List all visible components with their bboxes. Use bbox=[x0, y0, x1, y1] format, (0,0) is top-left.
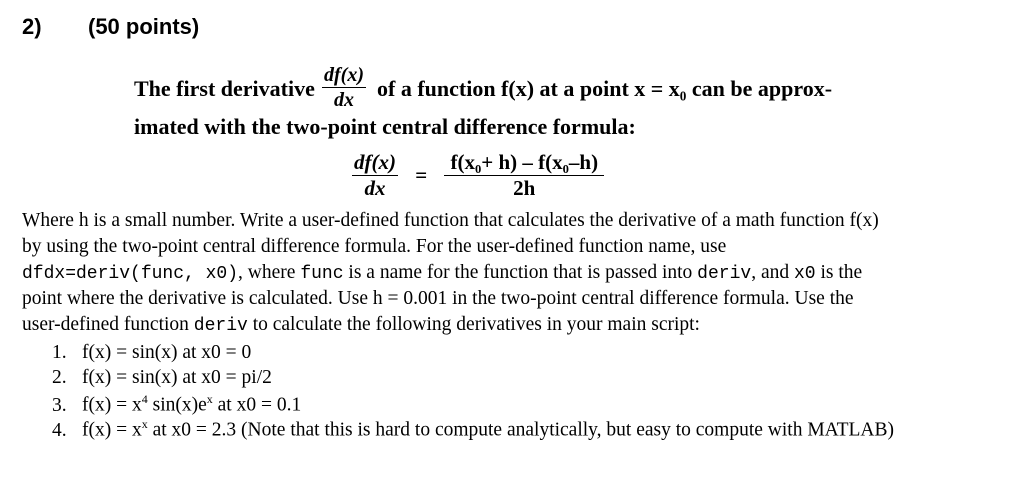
body-line-5-text-1: user-defined function bbox=[22, 314, 194, 335]
fraction-numerator: df(x) bbox=[324, 64, 364, 86]
list-item-text: f(x) = sin(x) at x0 = 0 bbox=[82, 342, 252, 363]
list-item-number: 4. bbox=[52, 419, 67, 441]
list-item-number: 2. bbox=[52, 367, 67, 388]
code-x0: x0 bbox=[793, 264, 816, 284]
list-item-number: 1. bbox=[52, 342, 67, 363]
exponent: x bbox=[206, 392, 213, 406]
code-deriv: deriv bbox=[697, 264, 752, 284]
intro-text-end: of a function f(x) at a point x = x₀ can be approx- bbox=[377, 76, 833, 101]
question-number: 2) bbox=[22, 14, 42, 39]
code-func: func bbox=[300, 264, 344, 284]
code-deriv-2: deriv bbox=[193, 316, 248, 336]
formula-rhs bbox=[444, 152, 604, 199]
code-signature: dfdx=deriv(func, x0) bbox=[22, 264, 239, 284]
formula-lhs-denominator: dx bbox=[364, 176, 386, 200]
question-points: (50 points) bbox=[88, 14, 200, 39]
list-item-text: f(x) = sin(x) at x0 = pi/2 bbox=[82, 367, 272, 388]
intro-text-start: The first derivative bbox=[134, 76, 315, 101]
list-item bbox=[52, 342, 251, 364]
body-line-4: point where the derivative is calculated. Use h = 0.001 in the two-point central difference formula. Use the bbox=[22, 288, 854, 309]
body-line-3-text-3: , and bbox=[751, 262, 794, 283]
body-line-5 bbox=[22, 314, 700, 336]
body-line-3-text-4: is the bbox=[815, 262, 863, 283]
body-line-1: Where h is a small number. Write a user-defined function that calculates the derivative of a math function f(x) bbox=[22, 210, 879, 231]
body-line-3-text-2: is a name for the function that is passed into bbox=[343, 262, 698, 283]
formula-rhs-numerator: f(x₀+ h) – f(x₀–h) bbox=[444, 152, 604, 176]
list-item-text-post: at x0 = 0.1 bbox=[212, 394, 302, 416]
list-item-number: 3. bbox=[52, 394, 67, 416]
body-line-3 bbox=[22, 262, 862, 284]
exponent: 4 bbox=[141, 392, 148, 406]
list-item bbox=[52, 367, 272, 389]
list-item-text-pre: f(x) = x bbox=[82, 394, 142, 416]
fraction-denominator: dx bbox=[333, 89, 354, 111]
list-item-text-pre: f(x) = x bbox=[82, 419, 142, 441]
derivative-fraction-inline bbox=[322, 65, 366, 110]
intro-line-2: imated with the two-point central difference formula: bbox=[134, 114, 636, 139]
formula-equals: = bbox=[415, 163, 428, 187]
formula-rhs-denominator: 2h bbox=[513, 176, 536, 200]
central-difference-formula bbox=[352, 152, 604, 199]
body-line-2: by using the two-point central difference formula. For the user-defined function name, use bbox=[22, 236, 727, 257]
list-item bbox=[52, 417, 894, 442]
formula-lhs bbox=[352, 152, 398, 199]
exponent: x bbox=[141, 417, 148, 431]
body-line-3-text-1: , where bbox=[238, 262, 301, 283]
body-line-5-text-2: to calculate the following derivatives in your main script: bbox=[247, 314, 700, 335]
list-item-text-mid: sin(x)e bbox=[147, 394, 207, 416]
list-item-text-post: at x0 = 2.3 (Note that this is hard to compute analytically, but easy to compute with MATLAB) bbox=[147, 419, 894, 441]
formula-lhs-numerator: df(x) bbox=[354, 150, 396, 174]
list-item bbox=[52, 392, 301, 417]
